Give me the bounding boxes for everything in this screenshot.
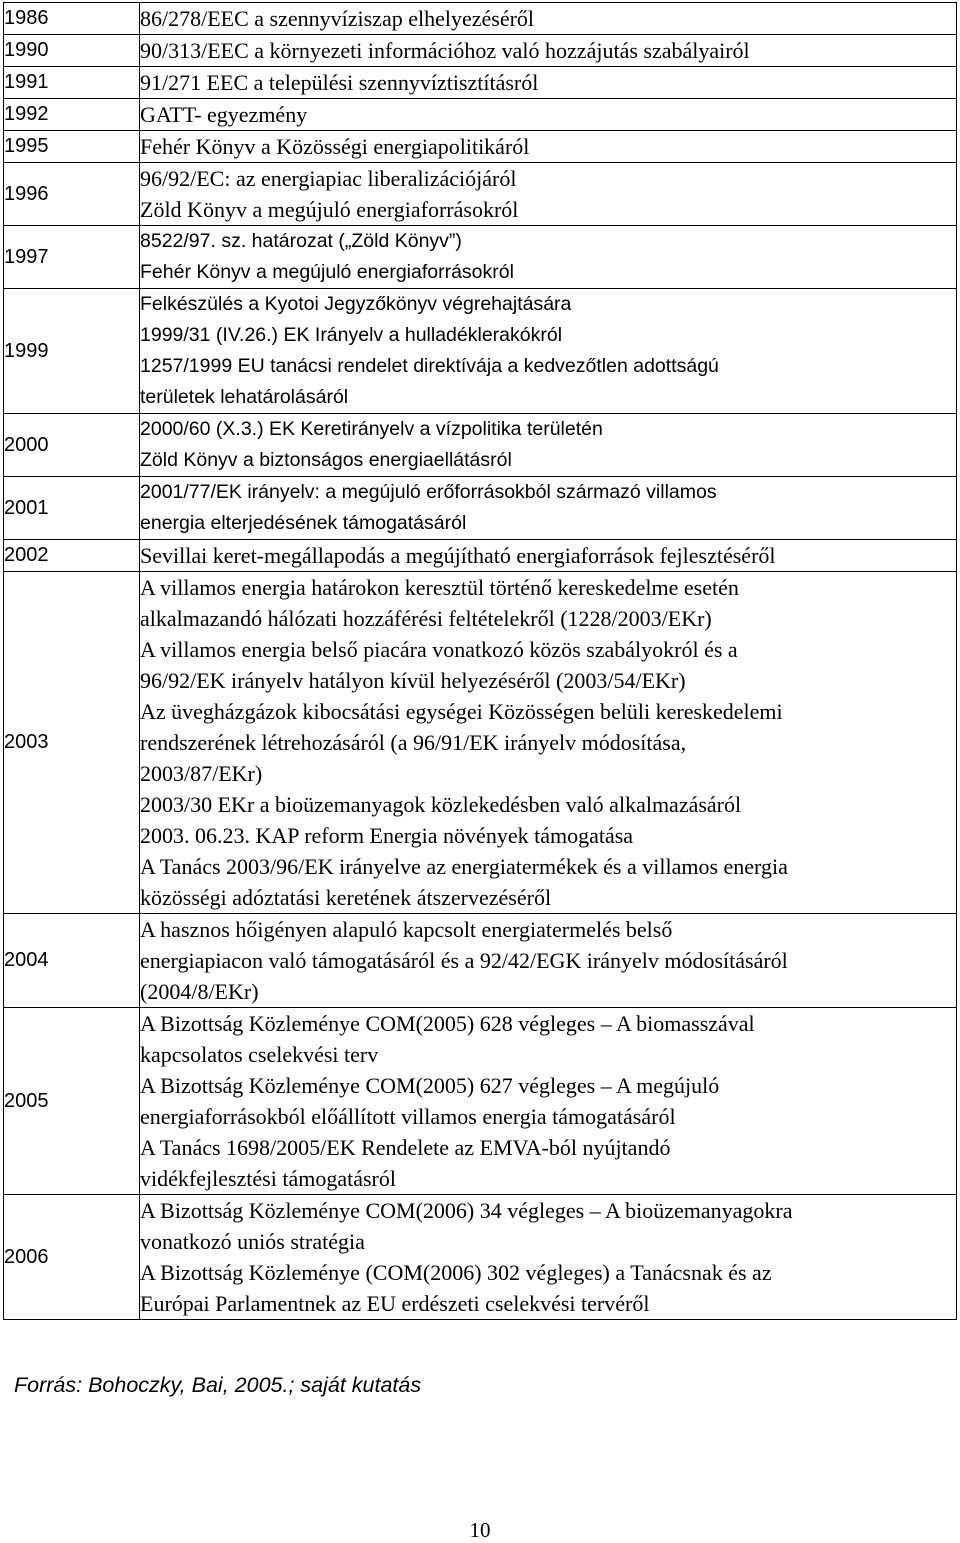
table-row: [4, 226, 957, 289]
year-cell: 1999: [4, 289, 140, 414]
event-line: területek lehatárolásáról: [140, 386, 349, 408]
table-row: [4, 289, 957, 414]
event-line: rendszerének létrehozásáról (a 96/91/EK irányelv módosítása,: [140, 730, 687, 755]
page-number: 10: [469, 1518, 491, 1542]
event-line: 86/278/EEC a szennyvíziszap elhelyezéséről: [140, 6, 535, 31]
event-line: A Bizottság Közleménye COM(2005) 628 végleges – A biomasszával: [140, 1011, 755, 1036]
year-cell: 2003: [4, 572, 140, 914]
event-line: energiaforrásokból előállított villamos energia támogatásáról: [140, 1104, 676, 1129]
table-body: [4, 3, 957, 1320]
event-line: Európai Parlamentnek az EU erdészeti cselekvési tervéről: [140, 1291, 650, 1316]
event-line: vonatkozó uniós stratégia: [140, 1229, 365, 1254]
event-line: kapcsolatos cselekvési terv: [140, 1042, 379, 1067]
year-cell: 1996: [4, 163, 140, 226]
event-line: Az üvegházgázok kibocsátási egységei Közösségen belüli kereskedelemi: [140, 699, 783, 724]
event-line: (2004/8/EKr): [140, 979, 259, 1004]
table-row: [4, 1008, 957, 1195]
event-line: A villamos energia belső piacára vonatkozó közös szabályokról és a: [140, 637, 738, 662]
event-line: energia elterjedésének támogatásáról: [140, 512, 467, 534]
event-line: alkalmazandó hálózati hozzáférési feltételekről (1228/2003/EKr): [140, 606, 712, 631]
event-line: A Tanács 1698/2005/EK Rendelete az EMVA-ból nyújtandó: [140, 1135, 671, 1160]
table-row: [4, 540, 957, 572]
event-line: Fehér Könyv a megújuló energiaforrásokról: [140, 261, 514, 283]
source-caption: Forrás: Bohoczky, Bai, 2005.; saját kutatás: [14, 1373, 422, 1397]
year-cell: 2001: [4, 477, 140, 540]
table-row: [4, 163, 957, 226]
event-line: A Bizottság Közleménye (COM(2006) 302 végleges) a Tanácsnak és az: [140, 1260, 772, 1285]
event-line: 96/92/EC: az energiapiac liberalizációjáról: [140, 166, 517, 191]
events-cell: [140, 35, 957, 67]
event-line: 2000/60 (X.3.) EK Keretirányelv a vízpolitika területén: [140, 418, 603, 440]
table-row: [4, 414, 957, 477]
events-cell: [140, 99, 957, 131]
events-cell: [140, 3, 957, 35]
events-cell: [140, 914, 957, 1008]
event-line: 96/92/EK irányelv hatályon kívül helyezéséről (2003/54/EKr): [140, 668, 686, 693]
events-cell: [140, 1008, 957, 1195]
event-line: 91/271 EEC a települési szennyvíztisztításról: [140, 70, 539, 95]
events-cell: [140, 289, 957, 414]
event-line: Zöld Könyv a megújuló energiaforrásokról: [140, 197, 519, 222]
year-cell: 1992: [4, 99, 140, 131]
event-line: Fehér Könyv a Közösségi energiapolitikáról: [140, 134, 530, 159]
events-cell: [140, 477, 957, 540]
event-line: A Tanács 2003/96/EK irányelve az energiatermékek és a villamos energia: [140, 854, 788, 879]
event-line: 2003/30 EKr a bioüzemanyagok közlekedésben való alkalmazásáról: [140, 792, 742, 817]
table-row: [4, 572, 957, 914]
year-cell: 1986: [4, 3, 140, 35]
table-row: [4, 914, 957, 1008]
events-cell: [140, 67, 957, 99]
events-cell: [140, 226, 957, 289]
year-cell: 1997: [4, 226, 140, 289]
year-cell: 2005: [4, 1008, 140, 1195]
event-line: 1257/1999 EU tanácsi rendelet direktívája a kedvezőtlen adottságú: [140, 355, 719, 377]
event-line: A Bizottság Közleménye COM(2006) 34 végleges – A bioüzemanyagokra: [140, 1198, 793, 1223]
year-cell: 2002: [4, 540, 140, 572]
event-line: 2001/77/EK irányelv: a megújuló erőforrásokból származó villamos: [140, 481, 717, 503]
event-line: 2003/87/EKr): [140, 761, 263, 786]
event-line: A Bizottság Közleménye COM(2005) 627 végleges – A megújuló: [140, 1073, 720, 1098]
events-cell: [140, 1195, 957, 1320]
table-row: [4, 99, 957, 131]
events-cell: [140, 572, 957, 914]
event-line: Zöld Könyv a biztonságos energiaellátásról: [140, 449, 512, 471]
event-line: 8522/97. sz. határozat („Zöld Könyv”): [140, 230, 462, 252]
event-line: GATT- egyezmény: [140, 102, 308, 127]
events-cell: [140, 540, 957, 572]
events-cell: [140, 163, 957, 226]
table-row: [4, 477, 957, 540]
table-row: [4, 35, 957, 67]
year-cell: 1995: [4, 131, 140, 163]
event-line: energiapiacon való támogatásáról és a 92/42/EGK irányelv módosításáról: [140, 948, 788, 973]
year-cell: 2000: [4, 414, 140, 477]
event-line: vidékfejlesztési támogatásról: [140, 1166, 396, 1191]
event-line: 1999/31 (IV.26.) EK Irányelv a hulladéklerakókról: [140, 324, 563, 346]
event-line: közösségi adóztatási keretének átszervezéséről: [140, 885, 552, 910]
event-line: 2003. 06.23. KAP reform Energia növények támogatása: [140, 823, 634, 848]
event-line: A villamos energia határokon keresztül történő kereskedelme esetén: [140, 575, 739, 600]
table-row: [4, 67, 957, 99]
regulation-timeline-table: [3, 2, 957, 1320]
event-line: A hasznos hőigényen alapuló kapcsolt energiatermelés belső: [140, 917, 673, 942]
table-row: [4, 3, 957, 35]
year-cell: 1991: [4, 67, 140, 99]
events-cell: [140, 131, 957, 163]
year-cell: 1990: [4, 35, 140, 67]
events-cell: [140, 414, 957, 477]
table-row: [4, 131, 957, 163]
event-line: Felkészülés a Kyotoi Jegyzőkönyv végrehajtására: [140, 293, 572, 315]
event-line: 90/313/EEC a környezeti információhoz való hozzájutás szabályairól: [140, 38, 750, 63]
year-cell: 2004: [4, 914, 140, 1008]
table-row: [4, 1195, 957, 1320]
year-cell: 2006: [4, 1195, 140, 1320]
event-line: Sevillai keret-megállapodás a megújítható energiaforrások fejlesztéséről: [140, 543, 776, 568]
